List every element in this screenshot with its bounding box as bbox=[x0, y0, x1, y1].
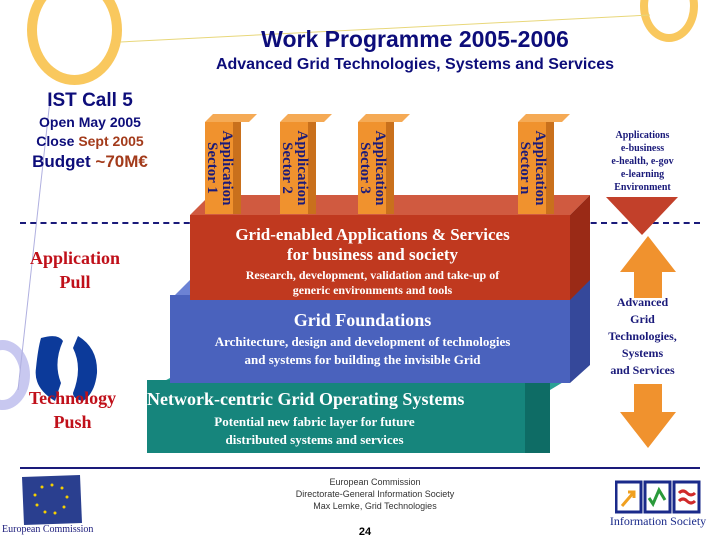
call-close: Close Sept 2005 bbox=[36, 133, 144, 149]
applications-layer: Grid-enabled Applications & Services for business and society Research, development, validation and take-up of generic environments and tools bbox=[235, 225, 510, 297]
footer-divider bbox=[20, 467, 700, 469]
eu-flag-logo bbox=[22, 475, 82, 525]
call-name: IST Call 5 bbox=[47, 90, 133, 111]
advanced-grid-label: Advanced Grid Technologies, Systems and Services bbox=[608, 295, 677, 377]
network-layer: Network-centric Grid Operating Systems Potential new fabric layer for future distributed systems and services bbox=[147, 389, 465, 447]
ec-logo-text: European Commission bbox=[2, 524, 94, 535]
foundations-layer: Grid Foundations Architecture, design and development of technologies and systems for building the invisible Grid bbox=[214, 310, 511, 367]
call-budget: Budget ~70M€ bbox=[32, 152, 148, 171]
page-title: Work Programme 2005-2006 bbox=[261, 26, 569, 52]
pillar-sector-n: Application Sector n bbox=[518, 122, 554, 214]
information-society-logo bbox=[615, 480, 701, 514]
technology-push-label: Technology Push bbox=[28, 388, 117, 432]
pillar-sector-1: Application Sector 1 bbox=[205, 122, 241, 214]
application-pull-label: Application Pull bbox=[29, 248, 121, 292]
page-number: 24 bbox=[358, 526, 372, 538]
page-subtitle: Advanced Grid Technologies, Systems and Services bbox=[215, 56, 615, 73]
footer-credits: European Commission Directorate-General Information Society Max Lemke, Grid Technologies bbox=[295, 477, 455, 511]
arrow-down-orange-icon bbox=[620, 384, 676, 448]
arrow-up-orange-icon bbox=[620, 236, 676, 298]
pillar-sector-3: Application Sector 3 bbox=[358, 122, 394, 214]
pillar-sector-2: Application Sector 2 bbox=[280, 122, 316, 214]
applications-list: Applications e-business e-health, e-gov e-learning Environment bbox=[595, 128, 690, 195]
call-open: Open May 2005 bbox=[39, 114, 141, 130]
information-society-text: Information Society bbox=[609, 514, 707, 528]
